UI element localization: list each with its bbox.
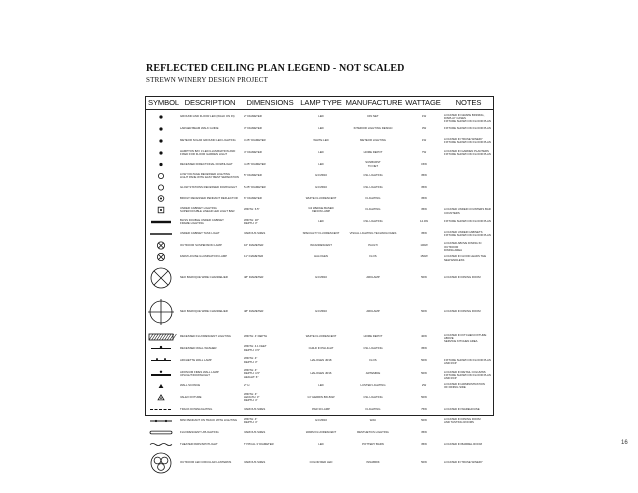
lamp-type-cell: WARM FLUORESCENT — [305, 429, 337, 434]
notes-cell: LOCATED IN TRUSE WINERY — [444, 460, 483, 465]
ring-dot-icon — [146, 193, 176, 204]
lamp-type-cell: HALOGEN JR18 — [310, 357, 332, 362]
wattage-cell: 7W — [421, 150, 427, 155]
wattage-cell: 50W — [421, 394, 427, 399]
notes-cell — [444, 163, 493, 167]
notes-cell: LOCATED IN WAREHOUSE — [444, 406, 480, 411]
lamp-type-cell: SPECIALTY FLUORESCENT — [302, 231, 340, 236]
circle-x-icon — [146, 240, 176, 251]
dimensions-cell: WIDTH: 4" DEPTH: 4.5" HEIGHT: 6" — [244, 368, 260, 379]
description-cell: UNDER CABINET LIGHTING SUPER DOUBLE LINEAR LED LIGHT BAR — [180, 205, 235, 213]
notes-cell: FIXTURE SHOWN ON FLOOR PLAN — [444, 219, 491, 224]
description-cell: NEO BAROQUE WIRE CHANDELIER — [180, 275, 228, 280]
dimensions-cell: 11" DIAMETER — [244, 254, 264, 259]
notes-cell: LOCATED IN DINING ROOM AND TASTING ROOMS — [444, 416, 481, 424]
project-subtitle: STREWN WINERY DESIGN PROJECT — [146, 76, 269, 84]
wattage-cell: 35W — [421, 173, 427, 178]
lamp-type-cell: G3 WEDGE BASED XENON LAMP — [308, 205, 334, 213]
lamp-type-cell: INCANDESCENT — [309, 242, 333, 247]
ring-icon — [146, 182, 176, 193]
manufacture-cell: WAC — [369, 418, 377, 423]
manufacture-cell: ARKLAMP — [366, 275, 380, 280]
legend-row — [146, 451, 493, 475]
table-header-row — [146, 97, 493, 110]
lamp-type-cell: LED — [318, 114, 324, 119]
dimensions-cell: 4" DIAMETER — [244, 150, 262, 155]
notes-cell — [444, 174, 493, 178]
notes-cell: LOCATED IN DINING ROOM — [444, 275, 481, 280]
notes-cell: LOCATED IN RETAIL COLUMNS FIXTURE SHOWN ON FLOOR PLAN AND RCP — [444, 369, 491, 381]
manufacture-cell: CSL LIGHTING — [363, 219, 383, 224]
description-cell: HAMPTON BAY 3 LED ILLUMINATION AND FIXED FOR FLOOR GARDEN LIGHT — [180, 148, 236, 156]
wattage-cell: 50W — [421, 418, 427, 423]
manufacture-cell: PAULTI — [368, 242, 378, 247]
dimensions-cell: 5" DIAMETER — [244, 173, 262, 178]
legend-row — [146, 240, 493, 251]
dimensions-cell: 48" DIAMETER — [244, 275, 264, 280]
legend-row — [146, 111, 493, 123]
manufacture-cell: CSL LIGHTING — [363, 184, 383, 189]
dimensions-cell: VARIOUS SIZES — [244, 406, 266, 411]
lamp-type-cell: G3 MR16 — [315, 418, 327, 423]
wattage-cell: 50W — [421, 275, 427, 280]
line-icon — [146, 228, 176, 240]
lamp-type-cell: WHITE FLUORESCENT — [305, 195, 337, 200]
dimensions-cell: 3" DIAMETER — [244, 126, 262, 131]
header-description: DESCRIPTION — [184, 98, 236, 107]
dimensions-cell: 5.25" DIAMETER — [244, 184, 266, 189]
legend-row — [146, 427, 493, 438]
notes-cell: LOCATED UNDER COUNTERS BAR COUNTERS — [444, 207, 491, 215]
notes-cell: LOCATED UNDER CABINETS FIXTURE SHOWN ON FLOOR PLAN — [444, 229, 491, 237]
wattage-cell: 150W — [420, 254, 428, 259]
description-cell: GROUND AND FLOOR LED (WALK ON IN) — [180, 114, 235, 119]
dots-line-icon — [146, 354, 176, 367]
legend-row — [146, 182, 493, 193]
dimensions-cell: WIDTH: 18" DEPTH: 3" — [244, 217, 259, 225]
description-cell: FLUORESCENT UPLIGHTING — [180, 429, 219, 434]
dimensions-cell: WIDTH: 6.5" — [244, 207, 260, 212]
legend-title: REFLECTED CEILING PLAN LEGEND - NOT SCALED — [146, 63, 405, 74]
wattage-cell: 75W — [421, 406, 427, 411]
wattage-cell: 2W — [421, 383, 427, 388]
lamp-type-cell: WHITE LED — [313, 138, 329, 143]
legend-row — [146, 354, 493, 367]
triangle-icon — [146, 381, 176, 391]
small-dot-icon — [146, 111, 176, 123]
description-cell: OUTDOOR LED CIRCULAR LANTERNS — [180, 460, 232, 465]
ring-icon — [146, 170, 176, 182]
manufacture-cell: FLOS — [369, 254, 377, 259]
legend-row — [146, 381, 493, 391]
legend-row — [146, 415, 493, 427]
wattage-cell: 3W — [421, 126, 427, 131]
lamp-type-cell: WHITE FLUORESCENT — [305, 334, 337, 339]
header-lamp-type: LAMP TYPE — [300, 98, 342, 107]
legend-row — [146, 170, 493, 182]
dash-dot-line-icon — [146, 415, 176, 427]
wattage-cell: 35W — [421, 429, 427, 434]
manufacture-cell: DIN NET — [367, 114, 379, 119]
dimensions-cell: VARIOUS SIZES — [244, 231, 266, 236]
dot-line-icon — [146, 343, 176, 354]
description-cell: UNDER CABINET TASK LIGHT — [180, 231, 220, 236]
wattage-cell: 35W — [421, 195, 427, 200]
small-dot-icon — [146, 123, 176, 135]
legend-row — [146, 343, 493, 354]
lamp-type-cell: LED — [318, 383, 324, 388]
header-wattage: WATTAGE — [405, 98, 441, 107]
manufacture-cell: SUNBURST TO NET — [365, 160, 381, 168]
manufacture-cell: LUSTER LIGHTING — [360, 383, 386, 388]
dot-bar-icon — [146, 367, 176, 381]
dimensions-cell: 6" DIAMETER — [244, 195, 262, 200]
page-number: 16 — [621, 440, 628, 446]
circle-cluster-icon — [146, 451, 176, 475]
legend-row — [146, 228, 493, 240]
description-cell: TRACK DOWNLIGHTING — [180, 406, 213, 411]
manufacture-cell: FLIGHTING — [365, 195, 381, 200]
description-cell: THEATER PARS/SPOTLIGHT — [180, 441, 218, 446]
wattage-cell: 1W — [421, 114, 427, 119]
legend-row — [146, 193, 493, 204]
manufacture-cell: ARKLAMP — [366, 309, 380, 314]
dimensions-cell: VARIOUS SIZES — [244, 429, 266, 434]
manufacture-cell: FLIGHTING — [365, 207, 381, 212]
manufacture-cell: FLOS — [369, 357, 377, 362]
wavy-line-icon — [146, 438, 176, 451]
dashed-line-icon — [146, 404, 176, 415]
manufacture-cell: INNABRIK — [366, 460, 380, 465]
wattage-cell: 35W — [421, 441, 427, 446]
description-cell: NEO BAROQUE WIRE CHANDELIER — [180, 309, 228, 314]
legend-row — [146, 204, 493, 216]
wattage-cell: 35W — [421, 345, 427, 350]
notes-cell — [444, 431, 493, 435]
lamp-type-cell: PAR 30 LAMP — [312, 406, 330, 411]
legend-row — [146, 135, 493, 147]
dimensions-cell: WIDTH: 4.1 FEET DEPTH: 3.5" — [244, 344, 267, 352]
dimensions-cell: 2" H — [244, 383, 250, 388]
wattage-cell: 50W — [421, 371, 427, 376]
header-notes: NOTES — [455, 98, 482, 107]
legend-row — [146, 331, 493, 343]
small-dot-icon — [146, 135, 176, 147]
notes-cell: LOCATED IN GARDEN PLANTERS FIXTURE SHOWN ON FLOOR PLAN — [444, 148, 491, 156]
lamp-type-cell: LED — [318, 219, 324, 224]
notes-cell: FIXTURE SHOWN ON FLOOR PLAN AND RCP — [444, 357, 491, 366]
wattage-cell: 14.4W — [419, 219, 429, 224]
notes-cell: LOCATED IN TRUSE WINERY FIXTURE SHOWN ON FLOOR PLAN — [444, 136, 491, 144]
dimensions-cell: WIDTH: 4" DEPTH: 4" — [244, 416, 258, 424]
dimensions-cell: 48" DIAMETER — [244, 309, 264, 314]
lamp-type-cell: G3 MR16 — [315, 184, 327, 189]
description-cell: METEOR SOLAR GROUND LED LIGHTING — [180, 138, 236, 143]
wattage-cell: 1W — [421, 138, 427, 143]
legend-table — [145, 96, 494, 465]
description-cell: RECESSED FLUORESCENT LIGHTING — [180, 334, 231, 339]
lamp-type-cell: LED — [318, 441, 324, 446]
legend-row — [146, 404, 493, 415]
wattage-cell: 50W — [421, 309, 427, 314]
wattage-cell: 50W — [421, 357, 427, 362]
lamp-type-cell: G3 MR16 — [315, 173, 327, 178]
notes-cell — [444, 186, 493, 190]
legend-row — [146, 123, 493, 135]
legend-row — [146, 367, 493, 381]
manufacture-cell: CSL LIGHTING — [363, 345, 383, 350]
wattage-cell: 35W — [421, 184, 427, 189]
notes-cell: LOCATED IN DINING ROOM — [444, 309, 481, 314]
legend-row — [146, 391, 493, 404]
notes-cell — [444, 347, 493, 351]
notes-cell: LOCATED IN KITCHEN FIXTURE ABOVE SERVICE KITCHEN AREA — [444, 332, 487, 344]
wattage-cell: 35W — [421, 207, 427, 212]
manufacture-cell: ARTEMIDE — [365, 371, 381, 376]
manufacture-cell: CSL LIGHTING — [363, 173, 383, 178]
dimensions-cell: VARIOUS SIZES — [244, 460, 266, 465]
legend-row — [146, 438, 493, 451]
manufacture-cell: FLIGHTING — [365, 406, 381, 411]
capsule-line-icon — [146, 427, 176, 438]
description-cell: MINI PENDANT ON TRACK WITH LIGHTING — [180, 418, 238, 423]
dimensions-cell: WIDTH: 4" LENGTH: 3" DEPTH: 4" — [244, 391, 260, 403]
manufacture-cell: HOME DEPOT — [363, 334, 383, 339]
dimensions-cell: 2" DIAMETER — [244, 114, 262, 119]
dimensions-cell: WIDTH: 4" DEPTH: 3" — [244, 356, 258, 364]
description-cell: RECESSED DIRECTIONAL DOWNLIGHT — [180, 161, 233, 166]
lamp-type-cell: G3 MR16 — [315, 309, 327, 314]
lamp-type-cell: HALOGEN — [314, 254, 328, 259]
header-dimensions: DIMENSIONS — [246, 98, 294, 107]
description-cell: BLISS DOUBLE UNDER CABINET FRAME LIGHTING — [180, 217, 224, 225]
header-symbol: SYMBOL — [148, 98, 180, 107]
dimensions-cell: WIDTH: 4' DEPTH — [244, 334, 268, 339]
lamp-type-cell: LED — [318, 161, 324, 166]
header-manufacture: MANUFACTURE — [345, 98, 403, 107]
notes-cell — [444, 396, 493, 400]
manufacture-cell: METEOR LIGHTING — [360, 138, 386, 143]
notes-cell — [444, 197, 493, 201]
lamp-type-cell: GY HERRIN 8W-50W — [307, 394, 335, 399]
lamp-type-cell: COLOR RED LED — [309, 460, 333, 465]
description-cell: OUTDOOR SUSPENSION LAMP — [180, 242, 222, 247]
circle-cross-large-icon — [146, 293, 176, 331]
description-cell: LOW VOLTAGE RECESSED LIGHTING LIGHT PANE WITH EASY BEST SEPARATION — [180, 171, 239, 179]
bar-icon — [146, 216, 176, 228]
legend-row — [146, 293, 493, 331]
dimensions-cell: 16" DIAMETER — [244, 242, 264, 247]
wattage-cell: 15W — [421, 161, 427, 166]
description-cell: ARCHETTE WALL LAMP — [180, 357, 212, 362]
description-cell: GLOW STATIONS RECESSED DOWNLIGHT — [180, 184, 237, 189]
description-cell: VALEX FIXTURE — [180, 394, 202, 399]
manufacture-cell: HOME DEPOT — [363, 150, 383, 155]
description-cell: AFFINIUM FIRES WALL LAMP UPLIGHT/DOWNLIGHT — [180, 369, 219, 377]
notes-cell: FIXTURE SHOWN ON FLOOR PLAN — [444, 126, 491, 131]
notes-cell: LOCATED ABOVE DINING IN OUTDOOR DINING AREA — [444, 241, 482, 252]
lamp-type-cell: G3 MR16 — [315, 275, 327, 280]
wattage-cell: 50W — [421, 460, 427, 465]
dimensions-cell: TYPICAL 3' DIAMETER — [244, 441, 274, 446]
square-dot-icon — [146, 204, 176, 216]
manufacture-cell: CSL LIGHTING — [363, 394, 383, 399]
manufacture-cell: VISUAL LIGHTING TECHNOLOGIES — [349, 231, 397, 236]
manufacture-cell: INTERIOR LIGHTING DESIGN — [353, 126, 393, 131]
description-cell: WALL SCONCE — [180, 383, 201, 388]
legend-row — [146, 159, 493, 170]
lamp-type-cell: HALOGEN JR16 — [310, 371, 332, 376]
notes-cell: LOCATED IN ADMINISTRATION OF DINING SIDE — [444, 381, 485, 389]
legend-row — [146, 251, 493, 263]
wattage-cell: 35W — [421, 231, 427, 236]
lamp-type-cell: LED — [318, 126, 324, 131]
description-cell: RECESSED WALL WASHER — [180, 345, 217, 350]
triangle-dot-icon — [146, 391, 176, 404]
small-dot-icon — [146, 159, 176, 170]
wattage-cell: 100W — [420, 242, 428, 247]
notes-cell: LOCATED IN GRAPE BINNING, DISPLAY CASES FIXTURE SHOWN ON FLOOR PLAN — [444, 112, 491, 124]
legend-row — [146, 216, 493, 228]
lamp-type-cell: CHILD IN PHLIGHT — [308, 345, 334, 350]
notes-cell: LOCATED IN BARREL ROOM — [444, 441, 482, 446]
description-cell: LARGER BEAM WALK GUIDE — [180, 126, 219, 131]
legend-row — [146, 147, 493, 159]
small-dot-icon — [146, 147, 176, 159]
dimensions-cell: 4.25" DIAMETER — [244, 161, 266, 166]
lamp-type-cell: LED — [318, 150, 324, 155]
circle-x-icon — [146, 251, 176, 263]
wattage-cell: 40W — [421, 334, 427, 339]
dimensions-cell: 3.25" DIAMETER — [244, 138, 266, 143]
notes-cell: LOCATED IN GOOD LEADS THE NEW ENDLESS — [444, 254, 487, 262]
circle-x-large-icon — [146, 263, 176, 293]
description-cell: BROILT RECESSED PENDANT REFLECTOR — [180, 195, 238, 200]
manufacture-cell: POTTERY BARN — [362, 441, 384, 446]
legend-row — [146, 263, 493, 293]
hatched-rectangle-icon — [146, 331, 176, 343]
description-cell: FARM HOUSE ILLUMINATION LAMP — [180, 254, 228, 259]
manufacture-cell: RESTHETICS LIGHTING — [357, 429, 389, 434]
